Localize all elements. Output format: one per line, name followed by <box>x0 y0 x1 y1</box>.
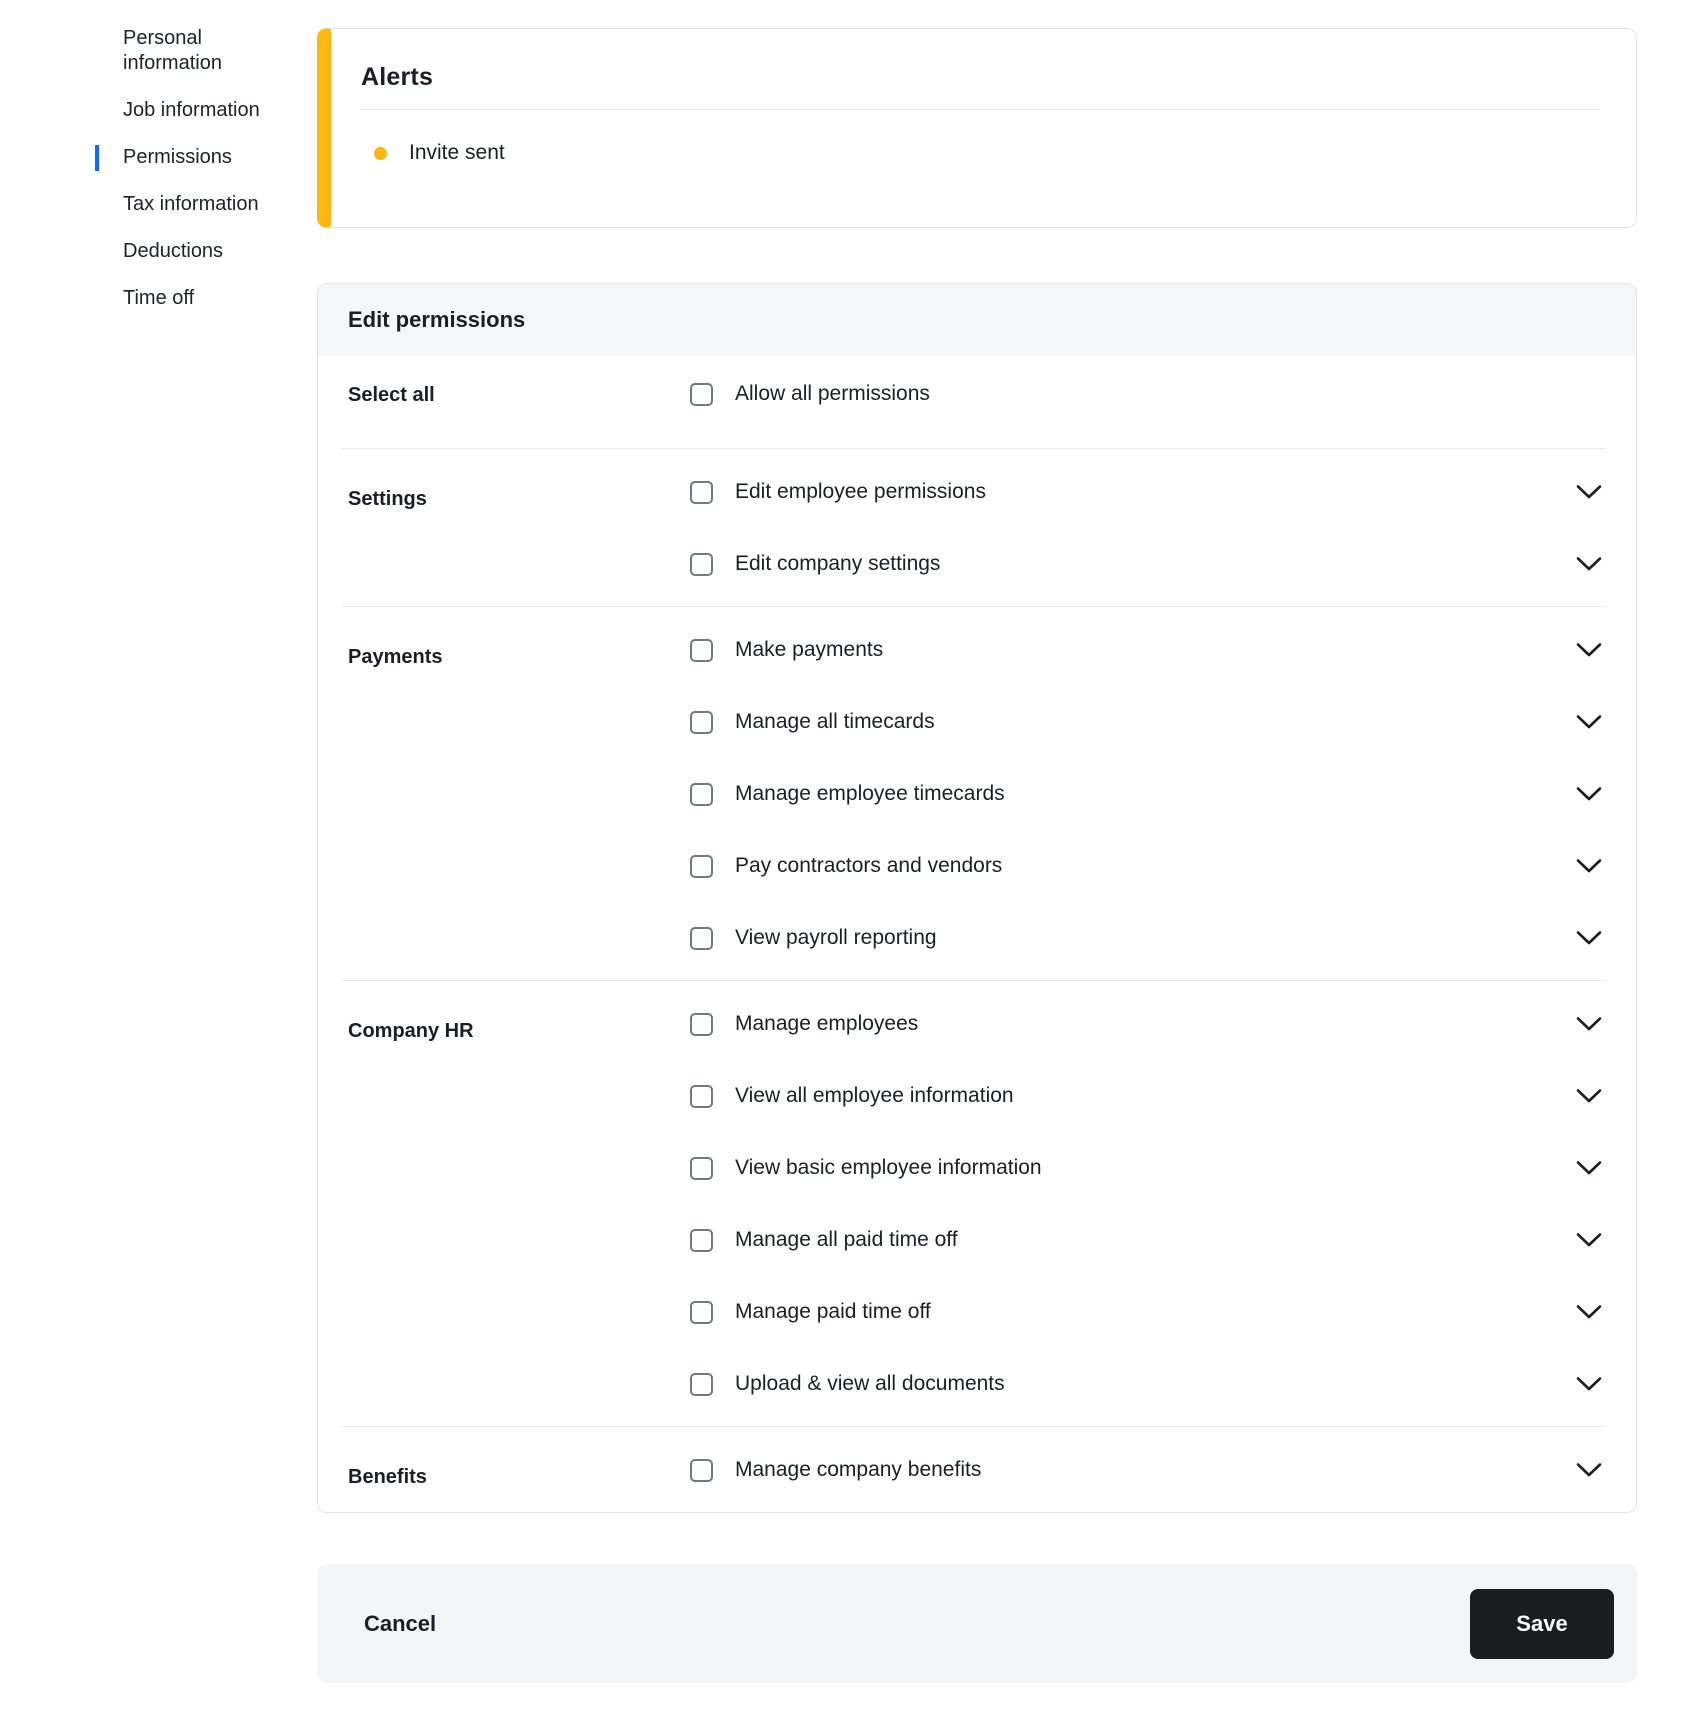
section-rows <box>690 456 1636 600</box>
chevron-down-icon <box>1575 1232 1603 1248</box>
permission-row-view-payroll-reporting <box>690 902 1636 974</box>
allow-all-permissions-checkbox[interactable] <box>690 383 713 406</box>
permission-label: View all employee information <box>735 1084 1014 1107</box>
section-label-payments: Payments <box>348 646 443 668</box>
permission-row-view-basic-employee-information <box>690 1132 1636 1204</box>
manage-paid-time-off-expand-button[interactable] <box>1572 1295 1606 1329</box>
sidebar-item-deductions[interactable]: Deductions <box>123 240 224 262</box>
manage-all-paid-time-off-checkbox[interactable] <box>690 1229 713 1252</box>
sidebar-item-time-off[interactable]: Time off <box>123 287 195 309</box>
manage-company-benefits-expand-button[interactable] <box>1572 1453 1606 1487</box>
permission-row-manage-employees <box>690 988 1636 1060</box>
permission-label: Manage employees <box>735 1012 919 1035</box>
chevron-down-icon <box>1575 1016 1603 1032</box>
chevron-down-icon <box>1575 1462 1603 1478</box>
permission-label: Manage all timecards <box>735 710 935 733</box>
permissions-sections <box>318 356 1636 1512</box>
permission-label: View basic employee information <box>735 1156 1042 1179</box>
edit-permissions-title: Edit permissions <box>318 284 1636 356</box>
alerts-title: Alerts <box>361 63 434 91</box>
permission-row-manage-paid-time-off <box>690 1276 1636 1348</box>
sidebar-item-job-information[interactable]: Job information <box>123 99 260 121</box>
cancel-button[interactable]: Cancel <box>364 1610 437 1636</box>
manage-employees-checkbox[interactable] <box>690 1013 713 1036</box>
save-button[interactable]: Save <box>1470 1589 1614 1659</box>
chevron-down-icon <box>1575 642 1603 658</box>
upload-view-all-documents-checkbox[interactable] <box>690 1373 713 1396</box>
section-label-settings: Settings <box>348 488 427 510</box>
permission-label: Manage paid time off <box>735 1300 931 1323</box>
permissions-section-payments <box>318 606 1636 980</box>
permission-row-view-all-employee-information <box>690 1060 1636 1132</box>
manage-company-benefits-checkbox[interactable] <box>690 1459 713 1482</box>
view-payroll-reporting-expand-button[interactable] <box>1572 921 1606 955</box>
chevron-down-icon <box>1575 556 1603 572</box>
permissions-section-company-hr <box>318 980 1636 1426</box>
upload-view-all-documents-expand-button[interactable] <box>1572 1367 1606 1401</box>
section-label-company-hr: Company HR <box>348 1020 474 1042</box>
section-rows <box>690 358 1636 430</box>
chevron-down-icon <box>1575 1376 1603 1392</box>
edit-company-settings-checkbox[interactable] <box>690 553 713 576</box>
permission-label: Edit employee permissions <box>735 480 986 503</box>
section-label-select-all: Select all <box>348 384 435 406</box>
alerts-card <box>317 28 1637 228</box>
chevron-down-icon <box>1575 786 1603 802</box>
alerts-divider <box>361 109 1600 110</box>
manage-paid-time-off-checkbox[interactable] <box>690 1301 713 1324</box>
permission-row-pay-contractors-and-vendors <box>690 830 1636 902</box>
edit-employee-permissions-expand-button[interactable] <box>1572 475 1606 509</box>
permission-label: Manage employee timecards <box>735 782 1005 805</box>
alert-item <box>361 141 1600 165</box>
view-all-employee-information-expand-button[interactable] <box>1572 1079 1606 1113</box>
section-rows <box>690 988 1636 1420</box>
permission-label: Edit company settings <box>735 552 941 575</box>
view-basic-employee-information-checkbox[interactable] <box>690 1157 713 1180</box>
permissions-section-select-all <box>318 356 1636 448</box>
section-rows <box>690 1434 1636 1506</box>
sidebar-item-personal-information[interactable]: Personal information <box>123 27 222 74</box>
manage-employee-timecards-checkbox[interactable] <box>690 783 713 806</box>
alert-item-label: Invite sent <box>409 141 505 164</box>
permission-row-manage-all-paid-time-off <box>690 1204 1636 1276</box>
make-payments-expand-button[interactable] <box>1572 633 1606 667</box>
pay-contractors-and-vendors-expand-button[interactable] <box>1572 849 1606 883</box>
permission-label: View payroll reporting <box>735 926 937 949</box>
chevron-down-icon <box>1575 1304 1603 1320</box>
permission-row-manage-all-timecards <box>690 686 1636 758</box>
permission-label: Manage company benefits <box>735 1458 982 1481</box>
main-content <box>317 28 1637 1683</box>
manage-all-timecards-checkbox[interactable] <box>690 711 713 734</box>
permission-label: Allow all permissions <box>735 382 930 405</box>
chevron-down-icon <box>1575 1088 1603 1104</box>
edit-employee-permissions-checkbox[interactable] <box>690 481 713 504</box>
pay-contractors-and-vendors-checkbox[interactable] <box>690 855 713 878</box>
view-payroll-reporting-checkbox[interactable] <box>690 927 713 950</box>
manage-employees-expand-button[interactable] <box>1572 1007 1606 1041</box>
permission-row-edit-company-settings <box>690 528 1636 600</box>
footer-action-bar <box>317 1564 1637 1683</box>
chevron-down-icon <box>1575 1160 1603 1176</box>
chevron-down-icon <box>1575 858 1603 874</box>
permission-row-allow-all-permissions <box>690 358 1636 430</box>
manage-employee-timecards-expand-button[interactable] <box>1572 777 1606 811</box>
chevron-down-icon <box>1575 484 1603 500</box>
permission-label: Upload & view all documents <box>735 1372 1005 1395</box>
manage-all-paid-time-off-expand-button[interactable] <box>1572 1223 1606 1257</box>
view-basic-employee-information-expand-button[interactable] <box>1572 1151 1606 1185</box>
permission-label: Pay contractors and vendors <box>735 854 1003 877</box>
permissions-section-settings <box>318 448 1636 606</box>
alert-dot-icon <box>374 147 387 160</box>
permission-label: Manage all paid time off <box>735 1228 958 1251</box>
sidebar <box>95 26 265 333</box>
edit-company-settings-expand-button[interactable] <box>1572 547 1606 581</box>
permission-row-manage-employee-timecards <box>690 758 1636 830</box>
sidebar-item-permissions[interactable]: Permissions <box>95 145 263 170</box>
view-all-employee-information-checkbox[interactable] <box>690 1085 713 1108</box>
chevron-down-icon <box>1575 714 1603 730</box>
edit-permissions-panel <box>317 283 1637 1513</box>
section-rows <box>690 614 1636 974</box>
manage-all-timecards-expand-button[interactable] <box>1572 705 1606 739</box>
sidebar-item-tax-information[interactable]: Tax information <box>123 193 259 215</box>
make-payments-checkbox[interactable] <box>690 639 713 662</box>
section-label-benefits: Benefits <box>348 1466 427 1488</box>
permission-row-make-payments <box>690 614 1636 686</box>
permission-row-manage-company-benefits <box>690 1434 1636 1506</box>
chevron-down-icon <box>1575 930 1603 946</box>
permission-row-upload-view-all-documents <box>690 1348 1636 1420</box>
permission-row-edit-employee-permissions <box>690 456 1636 528</box>
alerts-list <box>361 141 1600 165</box>
permissions-section-benefits <box>318 1426 1636 1512</box>
permission-label: Make payments <box>735 638 884 661</box>
